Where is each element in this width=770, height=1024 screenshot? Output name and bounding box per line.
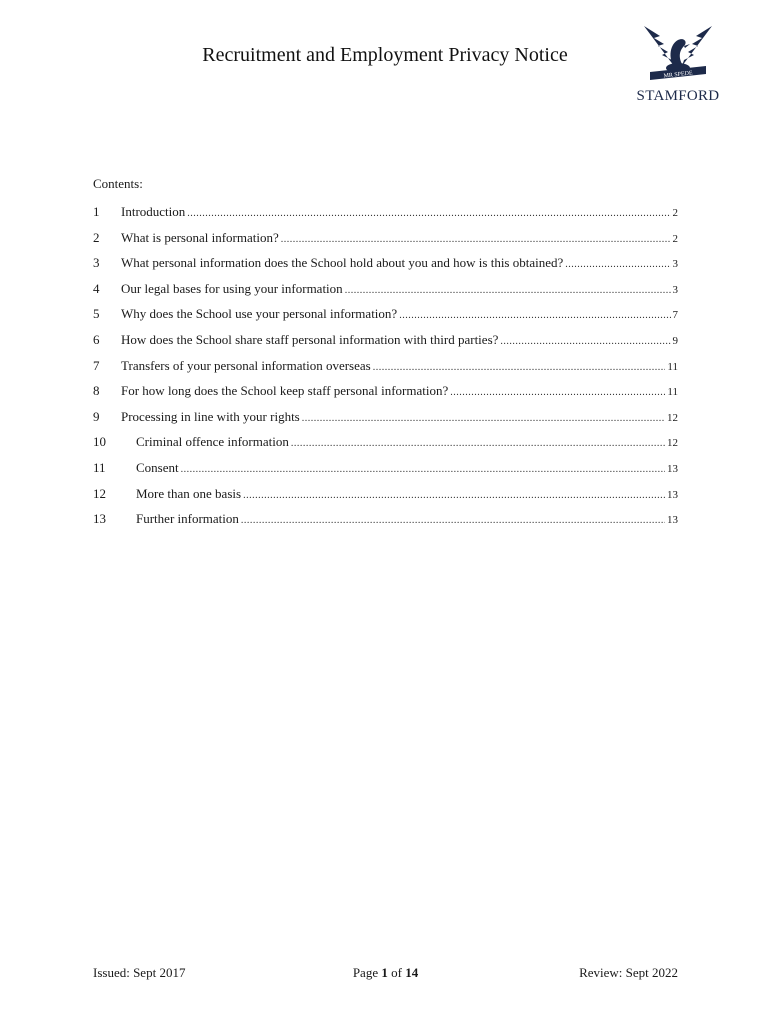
toc-entry-title: Further information xyxy=(136,511,239,527)
swan-crest-icon xyxy=(640,22,716,88)
toc-entry-page: 12 xyxy=(667,437,678,450)
toc-entry-title: Criminal offence information xyxy=(136,434,289,450)
toc-dot-leader xyxy=(302,413,665,424)
toc-entry[interactable] xyxy=(93,358,678,384)
toc-entry-title: Transfers of your personal information overseas xyxy=(121,357,371,373)
document-title: Recruitment and Employment Privacy Notice xyxy=(202,44,568,66)
toc-entry-page: 3 xyxy=(672,258,678,271)
toc-entry-number: 3 xyxy=(93,255,100,271)
toc-dot-leader xyxy=(281,234,671,245)
page-prefix: Page xyxy=(352,965,382,980)
toc-entry-title: More than one basis xyxy=(136,485,242,501)
toc-dot-leader xyxy=(181,464,665,475)
toc-entry[interactable] xyxy=(93,281,678,307)
issued-date: Issued: Sept 2017 xyxy=(93,965,186,980)
toc-dot-leader xyxy=(373,362,666,373)
toc-entry[interactable] xyxy=(93,434,678,460)
toc-entry[interactable] xyxy=(93,383,678,409)
toc-entry-title: What personal information does the School hold about you and how is this obtained? xyxy=(121,255,564,271)
contents-heading: Contents: xyxy=(93,176,143,191)
toc-dot-leader xyxy=(345,285,671,296)
toc-entry-page: 13 xyxy=(667,462,678,475)
page-total: 14 xyxy=(405,965,419,980)
toc-entry[interactable] xyxy=(93,486,678,512)
toc-entry-page: 11 xyxy=(667,360,678,373)
logo-wordmark: STAMFORD xyxy=(636,88,720,104)
toc-entry-title: Consent xyxy=(136,459,179,475)
toc-entry-page: 2 xyxy=(672,207,678,219)
toc-entry[interactable] xyxy=(93,230,678,256)
toc-entry-title: Why does the School use your personal information? xyxy=(121,306,398,322)
toc-entry-title: What is personal information? xyxy=(121,229,279,245)
toc-entry-number: 6 xyxy=(93,331,100,347)
toc-dot-leader xyxy=(450,387,665,398)
toc-entry-page: 7 xyxy=(672,309,678,322)
toc-dot-leader xyxy=(399,310,670,321)
toc-entry-number: 13 xyxy=(93,511,106,527)
toc-entry-title: Our legal bases for using your information xyxy=(121,280,343,296)
toc-entry-page: 13 xyxy=(667,514,678,527)
toc-entry-title: Introduction xyxy=(121,204,186,219)
logo-motto: MR SPEDE xyxy=(663,70,693,80)
toc-dot-leader xyxy=(565,259,670,270)
toc-dot-leader xyxy=(187,208,670,219)
toc-entry-title: Processing in line with your rights xyxy=(121,408,300,424)
toc-entry-number: 7 xyxy=(93,357,100,373)
toc-entry-page: 9 xyxy=(672,334,678,347)
toc-entry-number: 4 xyxy=(93,280,100,296)
toc-entry[interactable] xyxy=(93,255,678,281)
toc-entry-page: 12 xyxy=(667,411,678,424)
toc-entry-page: 2 xyxy=(672,232,678,245)
toc-entry[interactable] xyxy=(93,332,678,358)
toc-entry[interactable] xyxy=(93,460,678,486)
toc-entry[interactable] xyxy=(93,306,678,332)
toc-entry[interactable] xyxy=(93,511,678,537)
review-date: Review: Sept 2022 xyxy=(579,965,678,980)
page-of: of xyxy=(387,965,406,980)
toc-entry-number: 10 xyxy=(93,434,106,450)
toc-entry[interactable] xyxy=(93,204,678,230)
toc-entry-title: How does the School share staff personal information with third parties? xyxy=(121,331,499,347)
toc-entry-number: 5 xyxy=(93,306,100,322)
toc-entry-number: 12 xyxy=(93,485,106,501)
toc-dot-leader xyxy=(500,336,670,347)
page-current: 1 xyxy=(381,965,388,980)
toc-entry-title: For how long does the School keep staff personal information? xyxy=(121,383,449,399)
toc-entry-number: 11 xyxy=(93,459,106,475)
toc-entry-number: 1 xyxy=(93,204,100,219)
toc-entry-page: 11 xyxy=(667,386,678,399)
toc-entry-number: 9 xyxy=(93,408,100,424)
school-logo xyxy=(626,22,730,108)
toc-entry-number: 2 xyxy=(93,229,100,245)
toc-dot-leader xyxy=(291,438,665,449)
table-of-contents xyxy=(93,204,678,537)
toc-dot-leader xyxy=(241,515,665,526)
toc-entry-page: 13 xyxy=(667,488,678,501)
toc-entry[interactable] xyxy=(93,409,678,435)
toc-entry-number: 8 xyxy=(93,383,100,399)
toc-entry-page: 3 xyxy=(672,283,678,296)
toc-dot-leader xyxy=(243,490,665,501)
